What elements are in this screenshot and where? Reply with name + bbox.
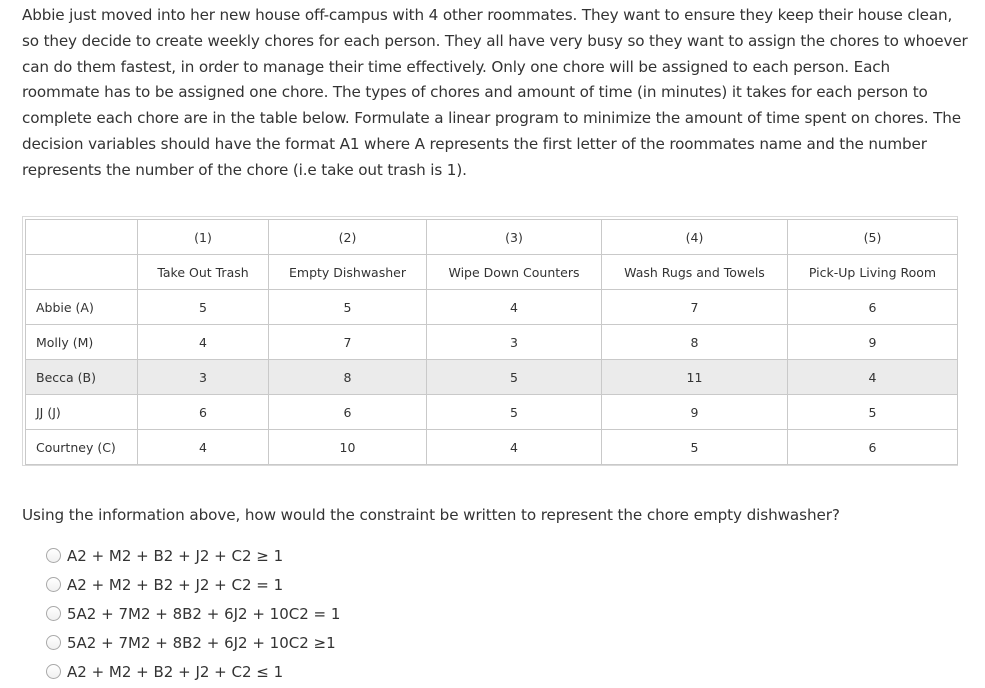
- chore-name-cell: Take Out Trash: [138, 255, 269, 290]
- corner-cell: [26, 220, 138, 255]
- time-cell: 4: [138, 430, 269, 465]
- time-cell: 5: [138, 290, 269, 325]
- time-cell: 4: [427, 290, 602, 325]
- table-row: [26, 360, 958, 395]
- option-label: A2 + M2 + B2 + J2 + C2 = 1: [67, 575, 284, 594]
- chore-number-cell: (4): [602, 220, 788, 255]
- time-cell: 9: [788, 325, 958, 360]
- option-label: A2 + M2 + B2 + J2 + C2 ≥ 1: [67, 546, 284, 565]
- time-cell: 4: [427, 430, 602, 465]
- roommate-name-cell: Courtney (C): [26, 430, 138, 465]
- time-cell: 6: [269, 395, 427, 430]
- radio-button[interactable]: [46, 548, 61, 563]
- answer-options: [46, 541, 340, 686]
- table-row: [26, 395, 958, 430]
- time-cell: 3: [427, 325, 602, 360]
- problem-statement: [22, 3, 972, 184]
- radio-button[interactable]: [46, 664, 61, 679]
- option-label: A2 + M2 + B2 + J2 + C2 ≤ 1: [67, 662, 284, 681]
- option-label: 5A2 + 7M2 + 8B2 + 6J2 + 10C2 ≥1: [67, 633, 336, 652]
- chore-name-cell: Pick-Up Living Room: [788, 255, 958, 290]
- time-cell: 8: [269, 360, 427, 395]
- intro-line: decision variables should have the format A1 where A represents the first letter of the roommates name and the number: [22, 134, 927, 153]
- chore-name-cell: Empty Dishwasher: [269, 255, 427, 290]
- chore-number-cell: (3): [427, 220, 602, 255]
- chore-number-cell: (1): [138, 220, 269, 255]
- time-cell: 6: [138, 395, 269, 430]
- time-cell: 3: [138, 360, 269, 395]
- answer-option[interactable]: [46, 628, 340, 657]
- intro-line: can do them fastest, in order to manage their time effectively. Only one chore will be assigned to each person. Each: [22, 57, 890, 76]
- corner-cell: [26, 255, 138, 290]
- roommate-name-cell: Becca (B): [26, 360, 138, 395]
- time-cell: 4: [788, 360, 958, 395]
- answer-option[interactable]: [46, 657, 340, 686]
- chore-name-cell: Wipe Down Counters: [427, 255, 602, 290]
- intro-line: so they decide to create weekly chores for each person. They all have very busy so they want to assign the chores to whoever: [22, 31, 968, 50]
- time-cell: 7: [269, 325, 427, 360]
- time-cell: 5: [788, 395, 958, 430]
- time-cell: 6: [788, 430, 958, 465]
- chore-name-cell: Wash Rugs and Towels: [602, 255, 788, 290]
- time-cell: 5: [427, 395, 602, 430]
- chore-time-table: [25, 219, 958, 465]
- time-cell: 4: [138, 325, 269, 360]
- time-cell: 11: [602, 360, 788, 395]
- chore-number-cell: (2): [269, 220, 427, 255]
- roommate-name-cell: Molly (M): [26, 325, 138, 360]
- chore-name-header-row: [26, 255, 958, 290]
- time-cell: 7: [602, 290, 788, 325]
- answer-option[interactable]: [46, 570, 340, 599]
- roommate-name-cell: JJ (J): [26, 395, 138, 430]
- intro-line: Abbie just moved into her new house off-campus with 4 other roommates. They want to ensure they keep their house clean,: [22, 6, 953, 24]
- time-cell: 10: [269, 430, 427, 465]
- chore-number-cell: (5): [788, 220, 958, 255]
- time-cell: 9: [602, 395, 788, 430]
- radio-button[interactable]: [46, 606, 61, 621]
- answer-option[interactable]: [46, 599, 340, 628]
- time-cell: 5: [269, 290, 427, 325]
- chore-time-table-container: [22, 216, 958, 466]
- radio-button[interactable]: [46, 635, 61, 650]
- table-row: [26, 290, 958, 325]
- chore-number-header-row: [26, 220, 958, 255]
- table-row: [26, 430, 958, 465]
- intro-line: represents the number of the chore (i.e take out trash is 1).: [22, 160, 467, 179]
- option-label: 5A2 + 7M2 + 8B2 + 6J2 + 10C2 = 1: [67, 604, 341, 623]
- answer-option[interactable]: [46, 541, 340, 570]
- roommate-name-cell: Abbie (A): [26, 290, 138, 325]
- time-cell: 8: [602, 325, 788, 360]
- time-cell: 5: [602, 430, 788, 465]
- intro-line: complete each chore are in the table below. Formulate a linear program to minimize the amount of time spent on chores. The: [22, 109, 961, 128]
- intro-line: roommate has to be assigned one chore. The types of chores and amount of time (in minutes) it takes for each person to: [22, 83, 928, 102]
- time-cell: 5: [427, 360, 602, 395]
- question-text: Using the information above, how would the constraint be written to represent the chore empty dishwasher?: [22, 506, 840, 524]
- table-row: [26, 325, 958, 360]
- radio-button[interactable]: [46, 577, 61, 592]
- time-cell: 6: [788, 290, 958, 325]
